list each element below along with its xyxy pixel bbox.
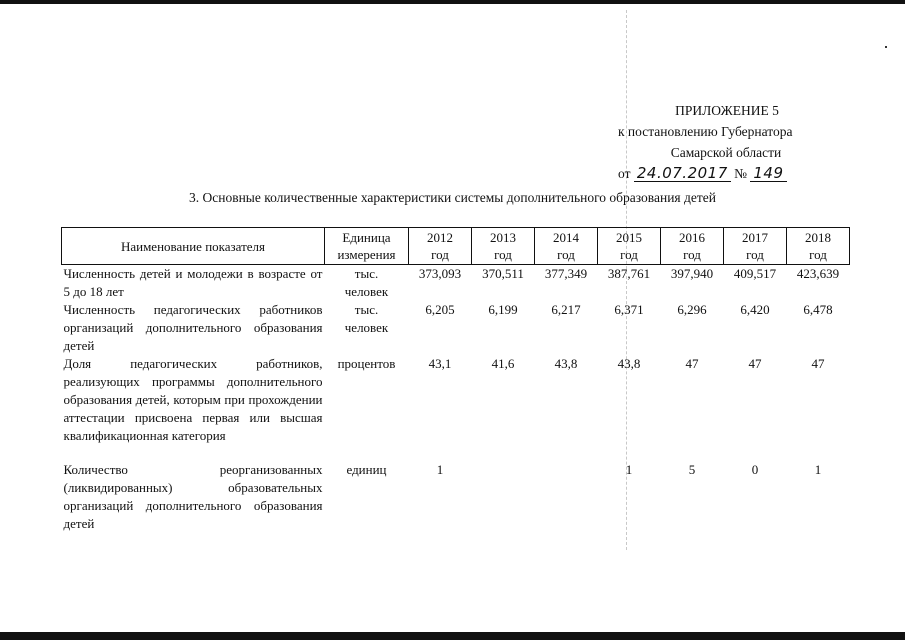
year-suffix: год (683, 247, 701, 262)
handwritten-number: 149 (750, 165, 786, 182)
indicator-name: Количество реорганизованных (ликвидированных) образовательных организаций дополнительного образования детей (63, 462, 323, 531)
value-2016: 397,940 (670, 266, 714, 281)
header-year-2016 (661, 228, 724, 265)
year-suffix: год (809, 247, 827, 262)
value-2014: 377,349 (544, 266, 588, 281)
scan-bottom-border (0, 632, 905, 640)
year-label: 2015 (616, 230, 642, 245)
value-2013: 6,199 (488, 302, 518, 317)
indicator-unit (325, 355, 409, 461)
header-year-2012 (409, 228, 472, 265)
table-row (62, 265, 850, 302)
value-2014: 43,8 (554, 356, 578, 371)
value-2018: 47 (811, 356, 825, 371)
unit-line1: тыс. (354, 266, 379, 281)
indicators-table (61, 227, 850, 533)
table-header-row (62, 228, 850, 265)
value-2017: 0 (751, 462, 759, 477)
unit-line2: человек (344, 320, 389, 335)
year-label: 2013 (490, 230, 516, 245)
header-unit-line2: измерения (337, 247, 396, 262)
value-2013: 41,6 (491, 356, 515, 371)
value-2014 (535, 461, 598, 533)
handwritten-date: 24.07.2017 (634, 165, 731, 182)
header-year-2018 (787, 228, 850, 265)
table-row (62, 461, 850, 533)
year-label: 2016 (679, 230, 705, 245)
scan-top-border (0, 0, 905, 4)
year-label: 2014 (553, 230, 579, 245)
year-suffix: год (557, 247, 575, 262)
year-suffix: год (431, 247, 449, 262)
table-row (62, 301, 850, 355)
value-2018: 1 (814, 462, 822, 477)
value-2016: 47 (685, 356, 699, 371)
value-2017: 6,420 (740, 302, 770, 317)
appendix-title: ПРИЛОЖЕНИЕ 5 (675, 103, 779, 118)
value-2012: 6,205 (425, 302, 455, 317)
appendix-header (618, 100, 828, 184)
value-2015: 387,761 (607, 266, 651, 281)
indicator-name: Численность педагогических работников организаций дополнительного образования детей (63, 302, 323, 353)
header-year-2013 (472, 228, 535, 265)
unit-line1: процентов (337, 356, 396, 371)
header-unit-line1: Единица (342, 230, 391, 245)
unit-line2: человек (344, 284, 389, 299)
value-2014: 6,217 (551, 302, 581, 317)
value-2012: 43,1 (428, 356, 452, 371)
value-2015: 43,8 (617, 356, 641, 371)
value-2017: 409,517 (733, 266, 777, 281)
unit-line1: тыс. (354, 302, 379, 317)
year-label: 2012 (427, 230, 453, 245)
header-year-2017 (724, 228, 787, 265)
indicator-unit (325, 265, 409, 302)
header-unit (325, 228, 409, 265)
header-year-2014 (535, 228, 598, 265)
indicator-name: Численность детей и молодежи в возрасте от 5 до 18 лет (63, 266, 323, 299)
section-title: 3. Основные количественные характеристики системы дополнительного образования детей (188, 190, 716, 205)
appendix-region-line: Самарской области (670, 145, 782, 160)
year-label: 2017 (742, 230, 768, 245)
indicator-unit (325, 301, 409, 355)
indicator-unit (325, 461, 409, 533)
value-2013: 370,511 (482, 266, 524, 281)
date-prefix: от (618, 166, 631, 181)
year-suffix: год (746, 247, 764, 262)
value-2017: 47 (748, 356, 762, 371)
year-suffix: год (620, 247, 638, 262)
table-row (62, 355, 850, 461)
value-2012: 373,093 (418, 266, 462, 281)
scan-speck (885, 46, 887, 48)
value-2018: 6,478 (803, 302, 833, 317)
unit-line1: единиц (346, 462, 387, 477)
year-label: 2018 (805, 230, 831, 245)
year-suffix: год (494, 247, 512, 262)
indicator-name: Доля педагогических работников, реализующих программы дополнительного образования детей, которым при прохождении аттестации присвоена первая или высшая квалификационная категория (63, 356, 323, 443)
value-2013 (472, 461, 535, 533)
value-2018: 423,639 (796, 266, 840, 281)
number-prefix: № (734, 166, 748, 181)
value-2015: 1 (625, 462, 633, 477)
header-indicator-name: Наименование показателя (62, 228, 325, 265)
header-year-2015 (598, 228, 661, 265)
value-2016: 6,296 (677, 302, 707, 317)
appendix-date-line (618, 163, 828, 184)
value-2012: 1 (436, 462, 444, 477)
value-2015: 6,371 (614, 302, 644, 317)
appendix-decree-line: к постановлению Губернатора (618, 124, 793, 139)
value-2016: 5 (688, 462, 696, 477)
